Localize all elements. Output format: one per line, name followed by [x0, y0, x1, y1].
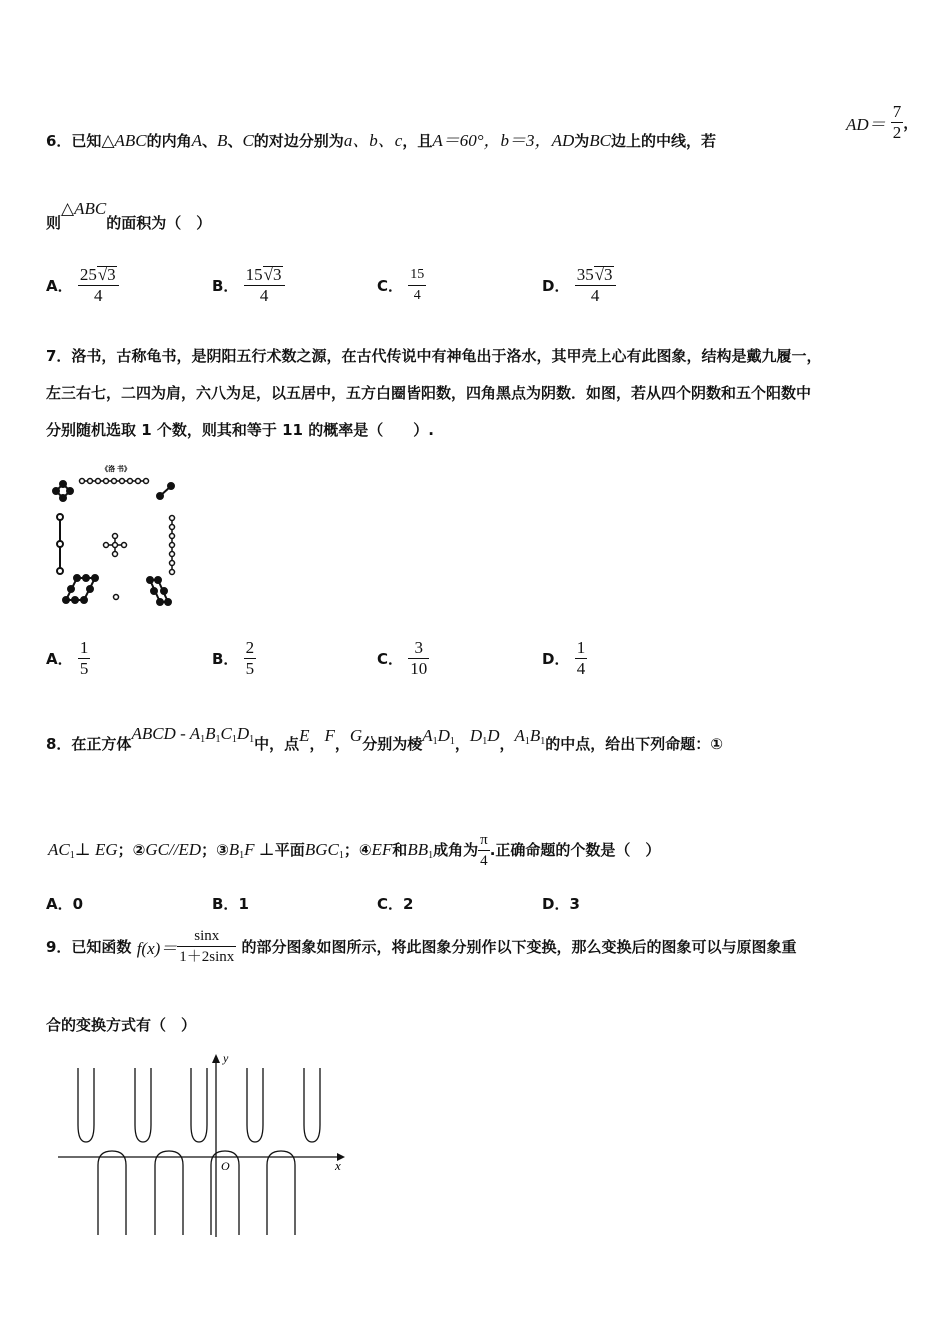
q7-option-a[interactable]: A． $\frac{1}{5}$	[46, 638, 89, 678]
f-fraction: $\frac{\sin x}{1+2\sin x}$	[179, 928, 235, 965]
left-three-circles	[57, 514, 63, 574]
y-axis-label: y	[223, 1051, 229, 1065]
q7-option-b[interactable]: B． $\frac{2}{5}$	[212, 638, 255, 678]
function-graph	[55, 1050, 350, 1240]
q8-line2: $AC_1\perp$ EG；②GC//ED；$③B_1F$ ⊥平面$BGC_1$；④EF和$BB_1$成角为 $\frac{\pi}{4}$ .正确命题的个数是（ ）	[48, 832, 661, 869]
q6-line2: 则△ABC的面积为（ ）	[46, 199, 212, 232]
option-c-value: $\frac{3}{10}$	[410, 638, 428, 678]
top-right-two-dots	[157, 483, 174, 499]
upper-branches	[78, 1068, 320, 1142]
lower-branches	[98, 1151, 295, 1235]
q7-option-d[interactable]: D． $\frac{1}{4}$	[542, 638, 586, 678]
q9-line1: 9．已知函数 f(x)＝ $\frac{\sin x}{1+2\sin x}$ 的部分图象如图所示，将此图象分别作以下变换，那么变换后的图象可以与原图象重	[46, 928, 797, 965]
q7-line1: 7．洛书，古称龟书，是阴阳五行术数之源，在古代传说中有神龟出于洛水，其甲壳上心有此图象，结构是戴九履一，	[46, 347, 822, 365]
q8-option-d[interactable]: D．3	[542, 895, 580, 913]
center-five-circles	[104, 534, 127, 557]
q7-line2: 左三右七，二四为肩，六八为足，以五居中，五方白圈皆阳数，四角黑点为阴数．如图，若从四个阴数和五个阳数中	[46, 384, 812, 402]
luoshu-diagram	[50, 462, 185, 612]
y-axis-arrow	[212, 1054, 220, 1063]
luoshu-caption: 《洛 书》	[101, 465, 131, 473]
q9-graph	[55, 1050, 350, 1240]
q6-line1: 6．已知△ABC的内角A、B、C的对边分别为a、b、c，且A＝60°，b＝3，AD为BC边上的中线，若	[46, 131, 716, 150]
luoshu-figure	[50, 462, 185, 612]
top-nine-circles	[80, 479, 149, 484]
q6-option-a[interactable]: A． $\frac{25√3}{4}$	[46, 265, 119, 306]
q8-line1: 8．在正方体ABCD - $A_1B_1C_1D_1$中，点E，F，G分别为棱$A_1D_1$，$D_1D$，$A_1B_1$的中点，给出下列命题：①	[46, 724, 723, 753]
option-d-value: $\frac{1}{4}$	[576, 638, 586, 678]
q8-option-c[interactable]: C．2	[377, 895, 414, 913]
option-a-value: $\frac{25√3}{4}$	[78, 265, 119, 306]
q9-line2: 合的变换方式有（ ）	[46, 1016, 197, 1034]
q8-option-b[interactable]: B．1	[212, 895, 249, 913]
q7-line3: 分别随机选取 1 个数，则其和等于 11 的概率是（ ）.	[46, 421, 434, 439]
q6-option-d[interactable]: D． $\frac{35√3}{4}$	[542, 265, 616, 306]
pi-over-4: $\frac{\pi}{4}$	[480, 832, 488, 869]
option-c-value: $\frac{15}{4}$	[410, 267, 425, 303]
q7-option-c[interactable]: C． $\frac{3}{10}$	[377, 638, 428, 678]
right-seven-circles	[170, 516, 175, 575]
x-axis-label: x	[335, 1158, 341, 1173]
bottom-right-six-dots	[147, 577, 171, 605]
ad-value-fraction: $\frac{7}{2}$	[892, 102, 902, 142]
option-b-value: $\frac{2}{5}$	[245, 638, 255, 678]
option-d-value: $\frac{35√3}{4}$	[575, 265, 616, 306]
q6-option-c[interactable]: C． $\frac{15}{4}$	[377, 265, 426, 306]
bottom-left-eight-dots	[63, 575, 98, 603]
q8-option-a[interactable]: A．0	[46, 895, 84, 913]
origin-label: O	[221, 1159, 230, 1173]
bottom-one-circle	[114, 595, 119, 600]
option-a-value: $\frac{1}{5}$	[79, 638, 89, 678]
top-left-four-dots	[53, 481, 73, 501]
q6-option-b[interactable]: B． $\frac{15√3}{4}$	[212, 265, 285, 306]
option-b-value: $\frac{15√3}{4}$	[244, 265, 285, 306]
q6-ad-fraction: AD＝ $\frac{7}{2}$ ，	[846, 102, 919, 142]
